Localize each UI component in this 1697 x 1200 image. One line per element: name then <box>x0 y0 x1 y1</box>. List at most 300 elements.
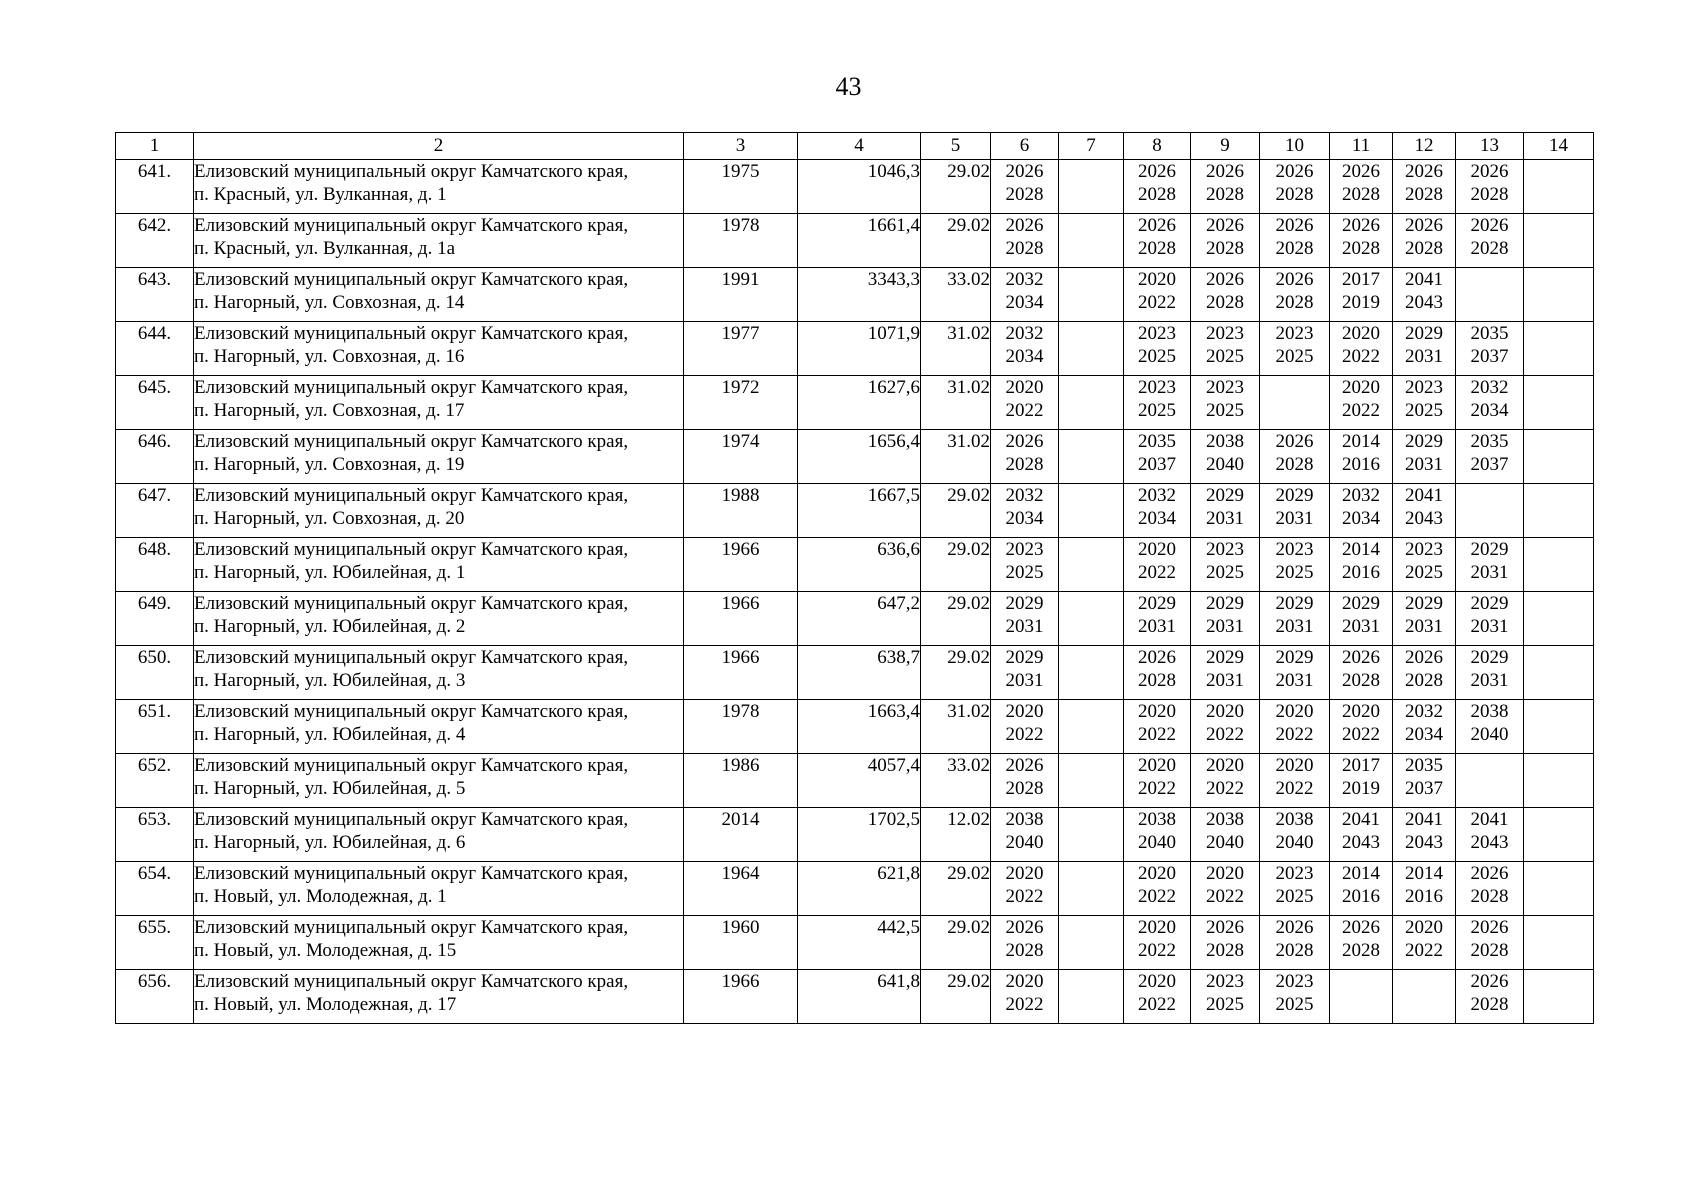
period-year: 2017 <box>1342 755 1380 776</box>
period-year: 2020 <box>1275 701 1314 722</box>
period-year: 2026 <box>1470 161 1509 182</box>
address-line: Елизовский муниципальный округ Камчатского края, <box>194 323 629 344</box>
period-year: 2023 <box>1275 971 1314 992</box>
period-year: 2028 <box>1275 454 1314 475</box>
build-year-cell: 1977 <box>684 322 798 376</box>
period-year: 2026 <box>1405 647 1443 668</box>
code-cell: 29.02 <box>921 214 991 268</box>
period-cell <box>1456 322 1524 376</box>
period-cell <box>1524 322 1594 376</box>
period-year: 2022 <box>1206 724 1244 745</box>
period-year: 2043 <box>1470 832 1509 853</box>
period-year: 2026 <box>1005 917 1044 938</box>
column-header: 12 <box>1393 133 1456 160</box>
address-line: п. Нагорный, ул. Юбилейная, д. 4 <box>194 724 466 745</box>
area-cell: 1667,5 <box>798 484 921 538</box>
period-cell <box>991 754 1059 808</box>
address-line: п. Нагорный, ул. Юбилейная, д. 3 <box>194 670 466 691</box>
period-cell <box>1393 268 1456 322</box>
period-cell <box>1059 754 1124 808</box>
period-year: 2031 <box>1206 670 1244 691</box>
period-cell <box>1524 808 1594 862</box>
period-year: 2020 <box>1138 917 1176 938</box>
period-cell <box>1524 538 1594 592</box>
address-line: Елизовский муниципальный округ Камчатского края, <box>194 215 629 236</box>
period-cell <box>1191 862 1260 916</box>
period-cell <box>991 646 1059 700</box>
period-cell <box>1393 592 1456 646</box>
period-cell <box>991 538 1059 592</box>
period-year: 2031 <box>1470 670 1509 691</box>
period-year: 2028 <box>1005 238 1044 259</box>
period-year: 2028 <box>1005 184 1044 205</box>
period-cell <box>1260 862 1330 916</box>
period-year: 2025 <box>1138 400 1176 421</box>
row-number-cell: 654. <box>116 862 194 916</box>
period-year: 2025 <box>1206 562 1244 583</box>
address-line: п. Нагорный, ул. Совхозная, д. 20 <box>194 508 465 529</box>
period-year: 2020 <box>1275 755 1314 776</box>
period-cell <box>1330 160 1393 214</box>
period-year: 2028 <box>1470 184 1509 205</box>
address-cell <box>194 808 684 862</box>
period-cell <box>1124 970 1191 1024</box>
period-cell <box>1524 376 1594 430</box>
period-cell <box>1124 430 1191 484</box>
period-cell <box>1330 592 1393 646</box>
period-cell <box>1330 700 1393 754</box>
period-year: 2023 <box>1206 539 1244 560</box>
period-year: 2028 <box>1005 940 1044 961</box>
period-year: 2025 <box>1275 346 1314 367</box>
table-row <box>116 376 1594 430</box>
address-cell <box>194 646 684 700</box>
address-line: Елизовский муниципальный округ Камчатского края, <box>194 971 629 992</box>
period-year: 2031 <box>1470 616 1509 637</box>
address-cell <box>194 484 684 538</box>
period-year: 2029 <box>1275 647 1314 668</box>
period-cell <box>1124 808 1191 862</box>
period-cell <box>1260 646 1330 700</box>
period-cell <box>1456 916 1524 970</box>
address-line: Елизовский муниципальный округ Камчатского края, <box>194 539 629 560</box>
period-year: 2026 <box>1342 215 1380 236</box>
row-number-cell: 655. <box>116 916 194 970</box>
period-year: 2022 <box>1138 886 1176 907</box>
column-header: 6 <box>991 133 1059 160</box>
column-header: 1 <box>116 133 194 160</box>
period-cell <box>1124 214 1191 268</box>
period-year: 2023 <box>1275 863 1314 884</box>
table-row <box>116 430 1594 484</box>
period-year: 2028 <box>1342 940 1380 961</box>
period-cell <box>1524 592 1594 646</box>
period-year: 2028 <box>1342 670 1380 691</box>
period-cell <box>1393 808 1456 862</box>
period-year: 2026 <box>1470 215 1509 236</box>
period-year: 2031 <box>1275 670 1314 691</box>
period-cell <box>1330 376 1393 430</box>
row-number-cell: 656. <box>116 970 194 1024</box>
period-year: 2019 <box>1342 778 1380 799</box>
period-year: 2029 <box>1206 485 1244 506</box>
period-year: 2028 <box>1206 184 1244 205</box>
period-year: 2031 <box>1405 346 1443 367</box>
period-cell <box>1191 268 1260 322</box>
period-year: 2026 <box>1005 215 1044 236</box>
period-year: 2041 <box>1342 809 1380 830</box>
period-year: 2022 <box>1005 400 1044 421</box>
period-cell <box>1456 592 1524 646</box>
table-row <box>116 970 1594 1024</box>
period-cell <box>1124 862 1191 916</box>
code-cell: 29.02 <box>921 160 991 214</box>
period-cell <box>1330 754 1393 808</box>
period-year: 2028 <box>1342 184 1380 205</box>
period-year: 2031 <box>1005 670 1044 691</box>
period-cell <box>1393 322 1456 376</box>
period-year: 2037 <box>1405 778 1443 799</box>
period-cell <box>1330 646 1393 700</box>
period-cell <box>1330 970 1393 1024</box>
period-year: 2016 <box>1342 454 1380 475</box>
period-year: 2026 <box>1275 917 1314 938</box>
build-year-cell: 1966 <box>684 592 798 646</box>
period-year: 2022 <box>1206 778 1244 799</box>
area-cell: 636,6 <box>798 538 921 592</box>
period-cell <box>1260 268 1330 322</box>
address-line: Елизовский муниципальный округ Камчатского края, <box>194 431 629 452</box>
period-cell <box>1124 916 1191 970</box>
period-year: 2026 <box>1138 647 1176 668</box>
period-year: 2022 <box>1405 940 1443 961</box>
address-cell <box>194 862 684 916</box>
row-number-cell: 643. <box>116 268 194 322</box>
period-year: 2025 <box>1275 562 1314 583</box>
period-year: 2023 <box>1138 323 1176 344</box>
period-cell <box>991 916 1059 970</box>
period-year: 2020 <box>1005 377 1044 398</box>
period-year: 2029 <box>1342 593 1380 614</box>
build-year-cell: 1986 <box>684 754 798 808</box>
table-row <box>116 160 1594 214</box>
period-year: 2037 <box>1470 454 1509 475</box>
period-year: 2028 <box>1206 940 1244 961</box>
row-number-cell: 650. <box>116 646 194 700</box>
period-year: 2028 <box>1275 184 1314 205</box>
address-line: Елизовский муниципальный округ Камчатского края, <box>194 863 629 884</box>
build-year-cell: 1972 <box>684 376 798 430</box>
period-cell <box>1524 970 1594 1024</box>
period-cell <box>1260 808 1330 862</box>
period-year: 2026 <box>1138 215 1176 236</box>
column-header: 5 <box>921 133 991 160</box>
period-year: 2031 <box>1470 562 1509 583</box>
period-cell <box>1124 538 1191 592</box>
address-line: п. Нагорный, ул. Юбилейная, д. 5 <box>194 778 466 799</box>
period-cell <box>1059 376 1124 430</box>
period-year: 2020 <box>1138 269 1176 290</box>
row-number-cell: 653. <box>116 808 194 862</box>
period-cell <box>1191 970 1260 1024</box>
period-cell <box>1330 214 1393 268</box>
address-line: п. Нагорный, ул. Совхозная, д. 17 <box>194 400 465 421</box>
row-number-cell: 642. <box>116 214 194 268</box>
period-cell <box>1330 484 1393 538</box>
period-year: 2028 <box>1206 238 1244 259</box>
area-cell: 638,7 <box>798 646 921 700</box>
column-header: 3 <box>684 133 798 160</box>
address-line: п. Новый, ул. Молодежная, д. 15 <box>194 940 457 961</box>
area-cell: 1627,6 <box>798 376 921 430</box>
period-cell <box>1059 484 1124 538</box>
period-year: 2031 <box>1342 616 1380 637</box>
period-year: 2020 <box>1138 701 1176 722</box>
period-cell <box>1191 160 1260 214</box>
period-year: 2031 <box>1275 616 1314 637</box>
period-year: 2025 <box>1206 346 1244 367</box>
period-year: 2043 <box>1342 832 1380 853</box>
period-year: 2029 <box>1405 323 1443 344</box>
table-row <box>116 214 1594 268</box>
period-year: 2029 <box>1275 593 1314 614</box>
period-cell <box>1059 916 1124 970</box>
period-cell <box>1330 322 1393 376</box>
period-cell <box>1393 214 1456 268</box>
period-year: 2028 <box>1275 238 1314 259</box>
column-header: 4 <box>798 133 921 160</box>
period-cell <box>1191 592 1260 646</box>
code-cell: 12.02 <box>921 808 991 862</box>
period-year: 2026 <box>1005 161 1044 182</box>
period-year: 2043 <box>1405 292 1443 313</box>
period-year: 2023 <box>1275 323 1314 344</box>
period-year: 2029 <box>1005 593 1044 614</box>
code-cell: 29.02 <box>921 970 991 1024</box>
period-cell <box>1191 430 1260 484</box>
period-year: 2041 <box>1470 809 1509 830</box>
address-line: п. Красный, ул. Вулканная, д. 1 <box>194 184 447 205</box>
address-cell <box>194 538 684 592</box>
area-cell: 1663,4 <box>798 700 921 754</box>
period-year: 2035 <box>1405 755 1443 776</box>
period-cell <box>1456 538 1524 592</box>
period-cell <box>1260 592 1330 646</box>
period-year: 2026 <box>1275 161 1314 182</box>
period-cell <box>1330 916 1393 970</box>
period-cell <box>1260 376 1330 430</box>
period-year: 2026 <box>1275 431 1314 452</box>
period-cell <box>1393 646 1456 700</box>
build-year-cell: 1978 <box>684 700 798 754</box>
table-row <box>116 592 1594 646</box>
period-year: 2028 <box>1005 778 1044 799</box>
period-cell <box>1524 916 1594 970</box>
build-year-cell: 1978 <box>684 214 798 268</box>
period-year: 2026 <box>1206 215 1244 236</box>
period-year: 2025 <box>1275 886 1314 907</box>
row-number-cell: 648. <box>116 538 194 592</box>
period-cell <box>1059 970 1124 1024</box>
address-cell <box>194 214 684 268</box>
period-year: 2025 <box>1275 994 1314 1015</box>
period-cell <box>1393 916 1456 970</box>
row-number-cell: 651. <box>116 700 194 754</box>
period-year: 2028 <box>1470 886 1509 907</box>
period-year: 2040 <box>1275 832 1314 853</box>
period-year: 2040 <box>1470 724 1509 745</box>
address-line: п. Нагорный, ул. Юбилейная, д. 2 <box>194 616 466 637</box>
code-cell: 29.02 <box>921 646 991 700</box>
area-cell: 1071,9 <box>798 322 921 376</box>
period-cell <box>1456 484 1524 538</box>
period-year: 2022 <box>1342 724 1380 745</box>
period-cell <box>991 862 1059 916</box>
period-cell <box>1524 754 1594 808</box>
period-cell <box>1524 430 1594 484</box>
period-cell <box>1456 430 1524 484</box>
period-year: 2026 <box>1206 161 1244 182</box>
period-cell <box>1456 214 1524 268</box>
period-cell <box>1260 322 1330 376</box>
area-cell: 1656,4 <box>798 430 921 484</box>
address-line: п. Красный, ул. Вулканная, д. 1а <box>194 238 456 259</box>
period-year: 2026 <box>1342 647 1380 668</box>
period-cell <box>991 970 1059 1024</box>
period-year: 2025 <box>1405 400 1443 421</box>
period-cell <box>1456 862 1524 916</box>
table-row <box>116 808 1594 862</box>
period-year: 2028 <box>1405 184 1443 205</box>
period-year: 2028 <box>1138 670 1176 691</box>
code-cell: 29.02 <box>921 538 991 592</box>
period-year: 2020 <box>1005 971 1044 992</box>
page-number: 43 <box>835 72 862 101</box>
address-cell <box>194 376 684 430</box>
period-cell <box>1260 160 1330 214</box>
period-year: 2023 <box>1405 377 1443 398</box>
period-year: 2034 <box>1405 724 1443 745</box>
period-cell <box>1393 862 1456 916</box>
period-cell <box>1059 646 1124 700</box>
period-year: 2029 <box>1470 539 1509 560</box>
period-year: 2026 <box>1138 161 1176 182</box>
period-cell <box>991 430 1059 484</box>
period-cell <box>1393 484 1456 538</box>
period-year: 2022 <box>1138 562 1176 583</box>
period-cell <box>1330 268 1393 322</box>
address-line: Елизовский муниципальный округ Камчатского края, <box>194 809 629 830</box>
period-year: 2026 <box>1206 917 1244 938</box>
period-year: 2028 <box>1275 940 1314 961</box>
period-year: 2034 <box>1005 346 1044 367</box>
period-cell <box>991 376 1059 430</box>
build-year-cell: 2014 <box>684 808 798 862</box>
row-number-cell: 649. <box>116 592 194 646</box>
column-header: 9 <box>1191 133 1260 160</box>
housing-registry-table <box>115 132 1594 1024</box>
table-row <box>116 646 1594 700</box>
period-year: 2034 <box>1342 508 1380 529</box>
row-number-cell: 644. <box>116 322 194 376</box>
period-year: 2041 <box>1405 485 1443 506</box>
row-number-cell: 647. <box>116 484 194 538</box>
period-cell <box>991 268 1059 322</box>
period-year: 2022 <box>1342 400 1380 421</box>
period-year: 2026 <box>1206 269 1244 290</box>
period-year: 2020 <box>1206 755 1244 776</box>
period-cell <box>1393 430 1456 484</box>
period-cell <box>1456 376 1524 430</box>
period-year: 2016 <box>1342 562 1380 583</box>
period-year: 2020 <box>1005 863 1044 884</box>
period-year: 2020 <box>1206 863 1244 884</box>
address-line: п. Нагорный, ул. Совхозная, д. 14 <box>194 292 465 313</box>
table-row <box>116 268 1594 322</box>
address-line: Елизовский муниципальный округ Камчатского края, <box>194 377 629 398</box>
period-year: 2022 <box>1005 994 1044 1015</box>
period-year: 2020 <box>1342 377 1380 398</box>
period-year: 2017 <box>1342 269 1380 290</box>
period-year: 2016 <box>1342 886 1380 907</box>
table-row <box>116 700 1594 754</box>
address-line: п. Новый, ул. Молодежная, д. 1 <box>194 886 447 907</box>
period-cell <box>1191 484 1260 538</box>
period-year: 2032 <box>1005 485 1044 506</box>
row-number-cell: 645. <box>116 376 194 430</box>
period-cell <box>1191 916 1260 970</box>
period-year: 2023 <box>1206 971 1244 992</box>
build-year-cell: 1964 <box>684 862 798 916</box>
period-cell <box>1124 322 1191 376</box>
build-year-cell: 1966 <box>684 538 798 592</box>
period-year: 2026 <box>1342 917 1380 938</box>
address-line: Елизовский муниципальный округ Камчатского края, <box>194 755 629 776</box>
period-year: 2022 <box>1275 778 1314 799</box>
period-year: 2038 <box>1470 701 1509 722</box>
period-year: 2035 <box>1470 431 1509 452</box>
build-year-cell: 1991 <box>684 268 798 322</box>
period-cell <box>1524 160 1594 214</box>
period-year: 2038 <box>1005 809 1044 830</box>
area-cell: 4057,4 <box>798 754 921 808</box>
address-cell <box>194 430 684 484</box>
column-header: 10 <box>1260 133 1330 160</box>
build-year-cell: 1966 <box>684 646 798 700</box>
period-year: 2023 <box>1405 539 1443 560</box>
period-year: 2026 <box>1470 863 1509 884</box>
table-row <box>116 484 1594 538</box>
period-cell <box>991 700 1059 754</box>
period-year: 2038 <box>1138 809 1176 830</box>
period-year: 2029 <box>1275 485 1314 506</box>
address-cell <box>194 970 684 1024</box>
period-cell <box>1059 538 1124 592</box>
period-cell <box>1124 268 1191 322</box>
build-year-cell: 1960 <box>684 916 798 970</box>
table-body <box>116 160 1594 1024</box>
period-year: 2031 <box>1275 508 1314 529</box>
period-cell <box>1124 754 1191 808</box>
period-cell <box>1260 970 1330 1024</box>
column-header: 11 <box>1330 133 1393 160</box>
period-cell <box>1191 808 1260 862</box>
column-header: 8 <box>1124 133 1191 160</box>
period-cell <box>1059 592 1124 646</box>
period-cell <box>1456 160 1524 214</box>
period-year: 2028 <box>1138 184 1176 205</box>
period-year: 2031 <box>1138 616 1176 637</box>
